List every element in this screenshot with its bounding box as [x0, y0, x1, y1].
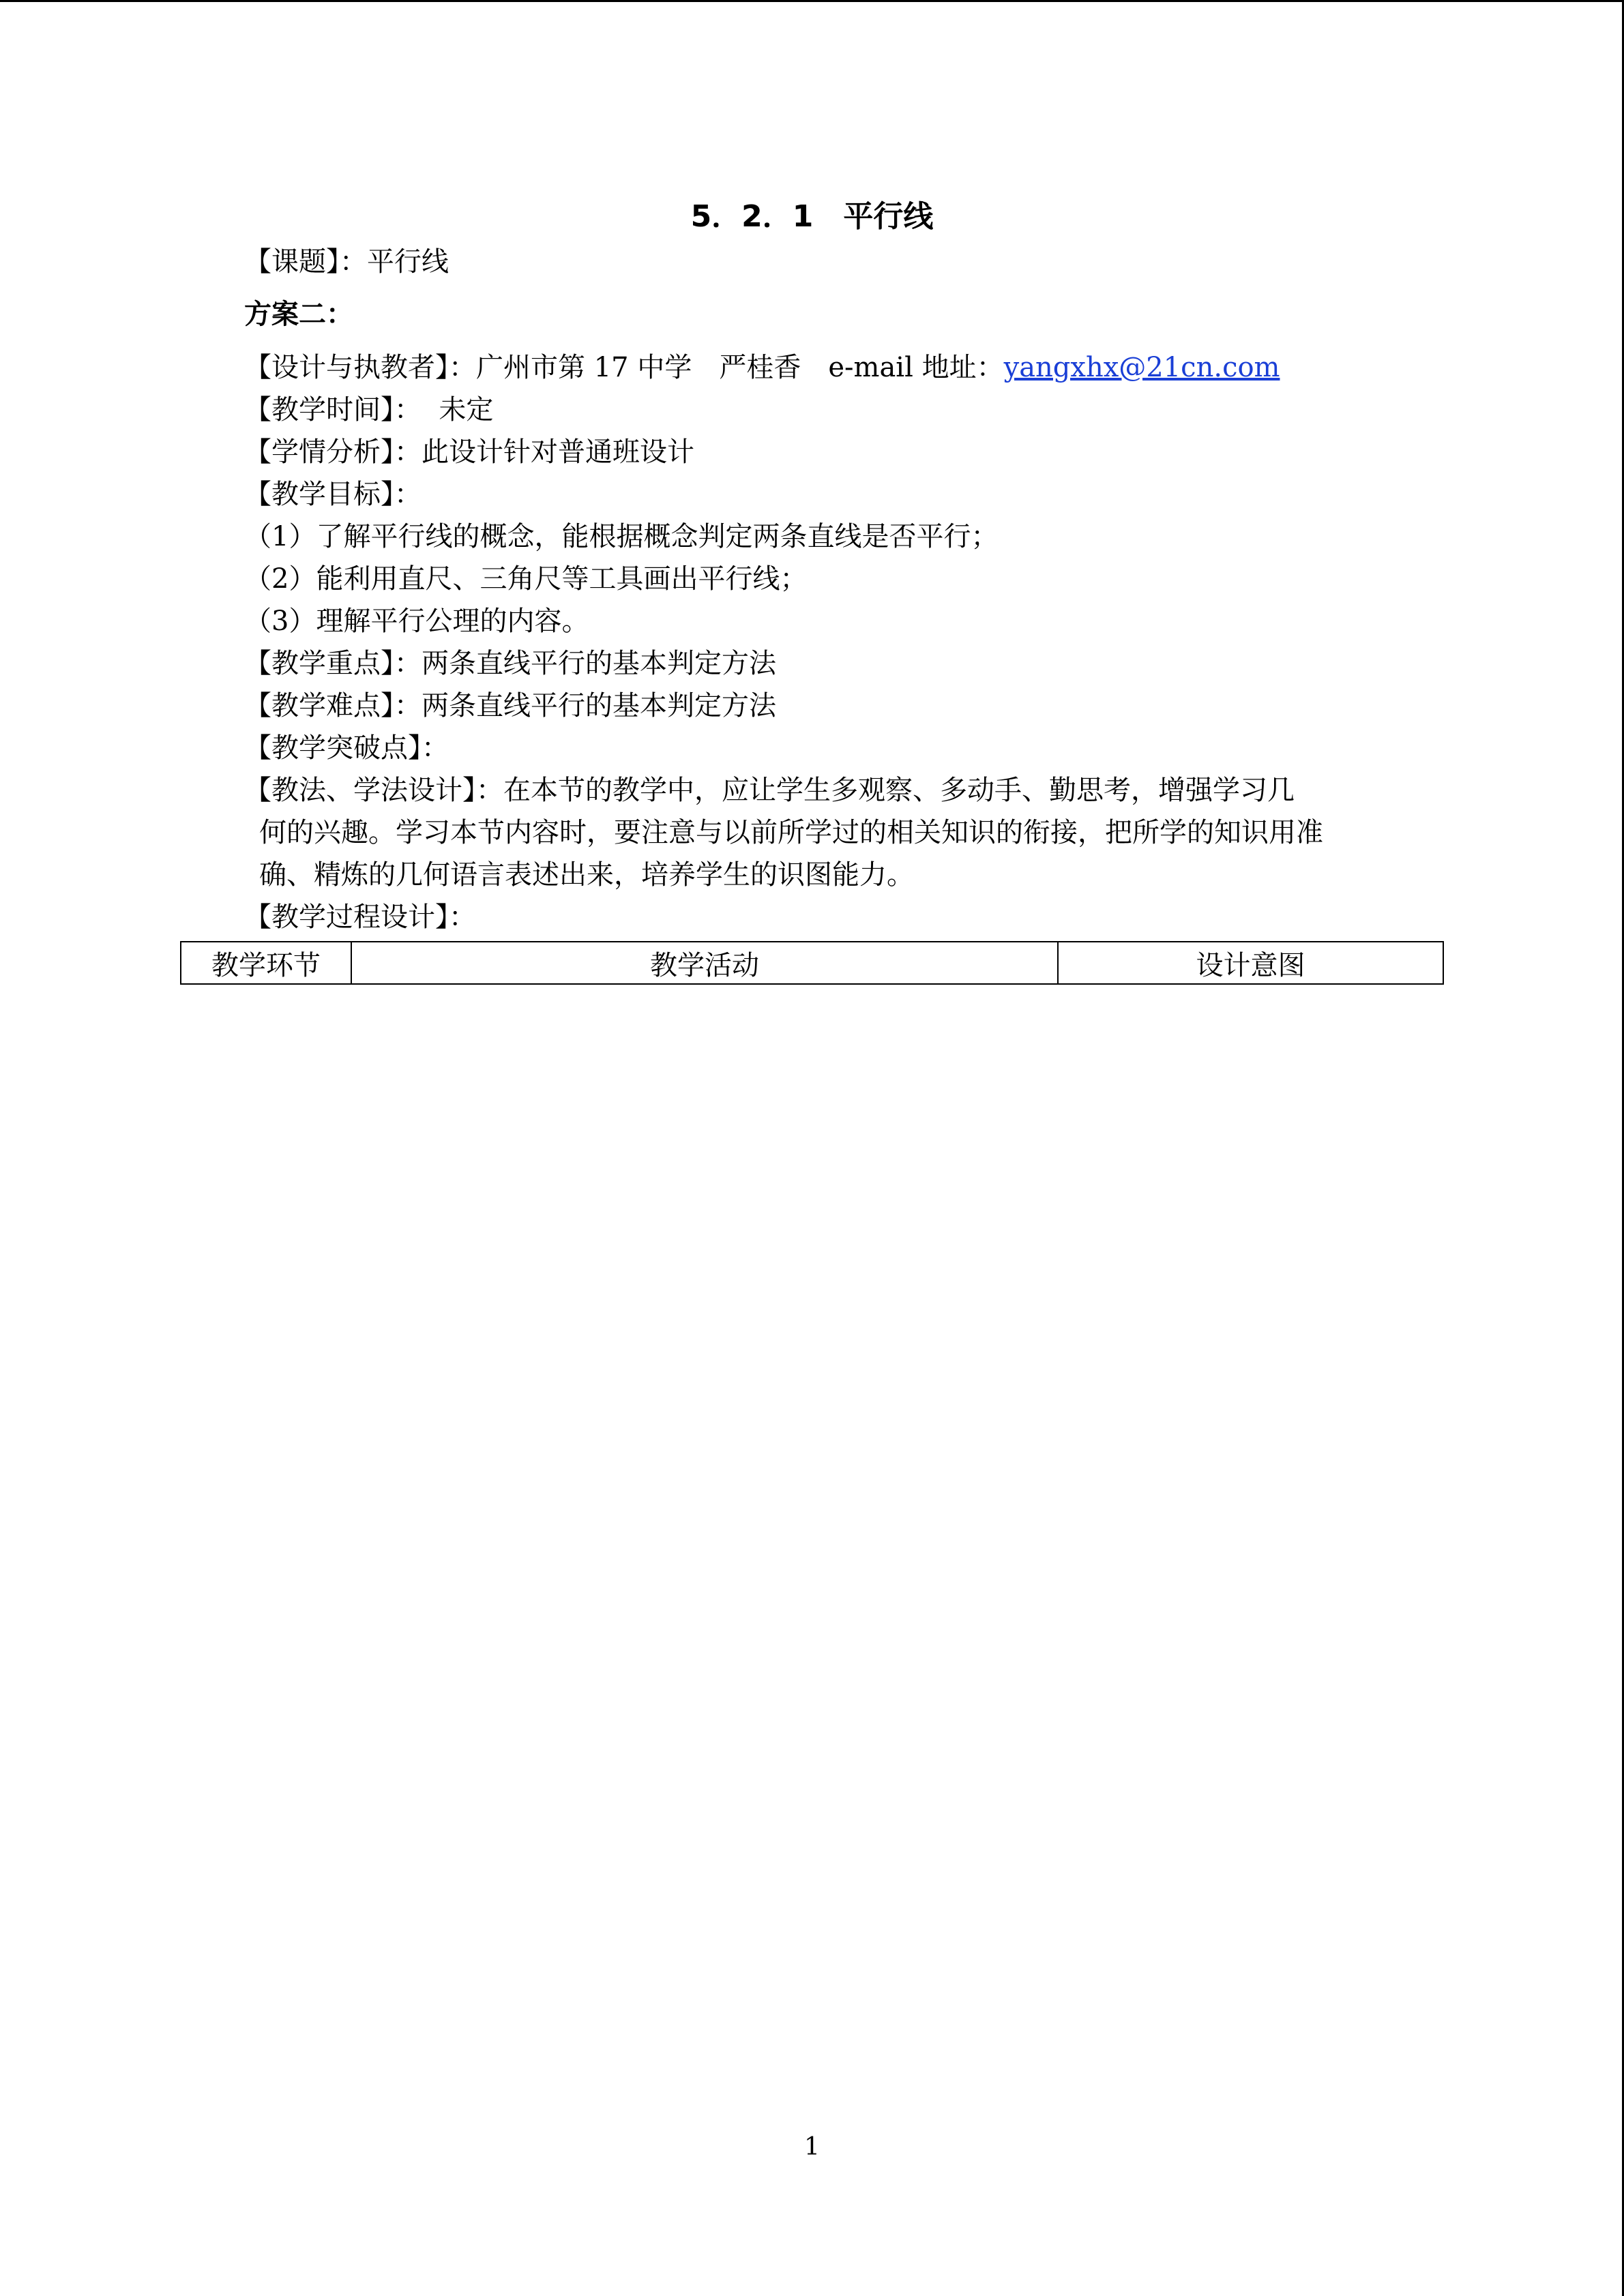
page-top-border: [0, 0, 1624, 2]
method-label: 【教法、学法设计】：: [244, 775, 503, 806]
goals-label: 【教学目标】：: [244, 479, 422, 510]
analysis-value: 此设计针对普通班设计: [422, 436, 694, 468]
difficulty-label: 【教学难点】：: [244, 690, 422, 721]
topic-label: 【课题】：: [244, 246, 367, 278]
designer-line: [244, 346, 1280, 389]
process-label: 【教学过程设计】：: [244, 901, 476, 933]
table-header-cell: 教学活动: [351, 942, 1058, 984]
table-header-cell: 教学环节: [181, 942, 351, 984]
method-text: 在本节的教学中，应让学生多观察、多动手、勤思考，增强学习几: [503, 775, 1295, 806]
difficulty-line: [244, 685, 776, 727]
table-header-cell: 设计意图: [1058, 942, 1443, 984]
key-point-line: [244, 642, 776, 685]
method-text: 何的兴趣。学习本节内容时，要注意与以前所学过的相关知识的衔接，把所学的知识用准: [259, 817, 1323, 848]
method-line: [244, 769, 1295, 811]
time-value: 未定: [422, 394, 494, 426]
goal-item: （3）理解平行公理的内容。: [244, 606, 589, 637]
email-link[interactable]: yangxhx@21cn.com: [1003, 352, 1280, 383]
analysis-line: [244, 431, 694, 473]
breakthrough-label: 【教学突破点】：: [244, 732, 449, 764]
time-label: 【教学时间】：: [244, 394, 422, 426]
document-title: 5．2．1 平行线: [690, 199, 934, 234]
designer-value: 广州市第 17 中学 严桂香 e-mail 地址：: [476, 352, 1004, 383]
key-point-value: 两条直线平行的基本判定方法: [422, 648, 776, 679]
analysis-label: 【学情分析】：: [244, 436, 422, 468]
key-point-label: 【教学重点】：: [244, 648, 422, 679]
scheme-heading: 方案二：: [244, 299, 353, 330]
process-table: [180, 941, 1444, 985]
goal-item: （2）能利用直尺、三角尺等工具画出平行线；: [244, 563, 808, 595]
table-header-row: [181, 942, 1443, 984]
time-line: [244, 389, 493, 431]
designer-label: 【设计与执教者】：: [244, 352, 476, 383]
topic-value: 平行线: [367, 246, 449, 278]
topic-line: [244, 241, 449, 283]
page-number: 1: [804, 2133, 820, 2161]
goal-item: （1）了解平行线的概念，能根据概念判定两条直线是否平行；: [244, 521, 999, 552]
difficulty-value: 两条直线平行的基本判定方法: [422, 690, 776, 721]
method-text: 确、精炼的几何语言表述出来，培养学生的识图能力。: [259, 859, 914, 891]
